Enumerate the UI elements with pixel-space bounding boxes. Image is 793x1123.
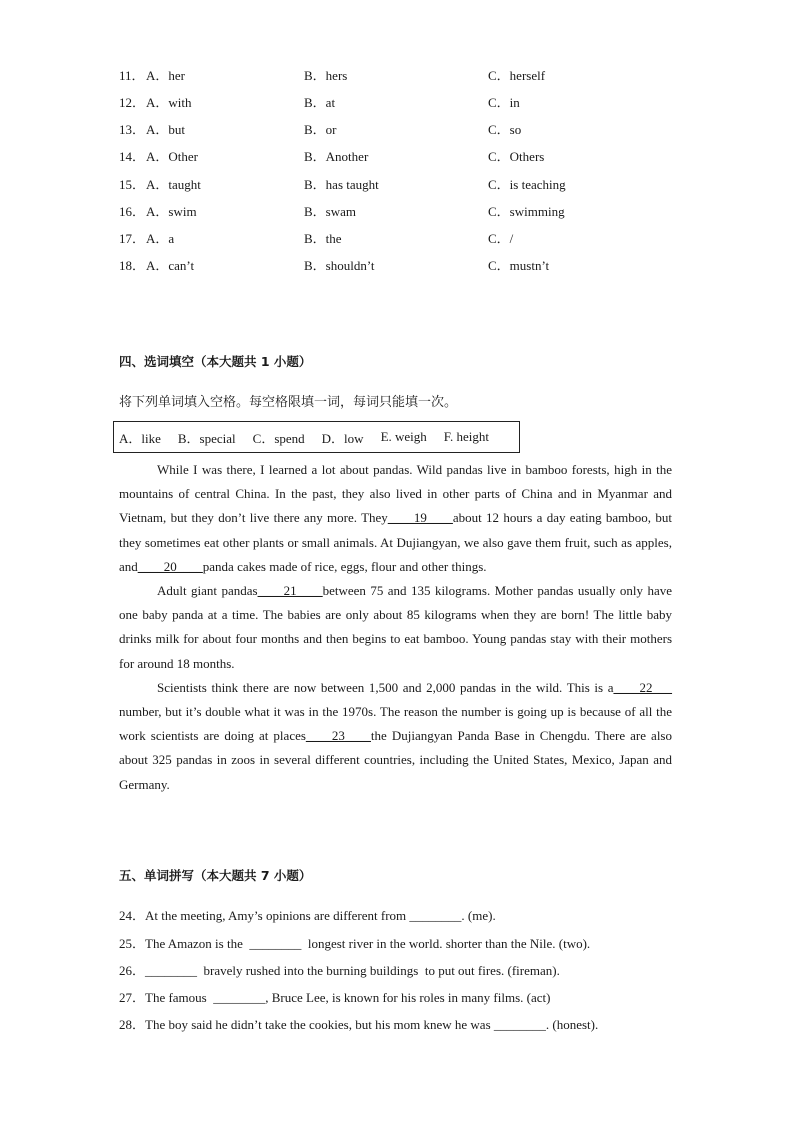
fill-in-blank: ____23____: [305, 728, 371, 744]
passage-text: Adult giant pandas: [157, 583, 258, 599]
question-number: 12．: [119, 95, 146, 110]
passage-text: the Dujiangyan Panda Base in Chengdu. There are also about 325 pandas in zoos in several different countries, including the United States, Mexico, Japan and Germany.: [119, 728, 672, 792]
option-a: A．can’t: [146, 258, 195, 273]
option-a: A．Other: [146, 149, 198, 164]
word-bank-item: E. weigh: [380, 429, 427, 444]
option-row: [0, 176, 793, 194]
word-bank-item: D．low: [321, 430, 364, 446]
option-b: B．has taught: [304, 177, 379, 192]
option-a: A．taught: [146, 177, 201, 192]
option-row: [0, 230, 793, 248]
passage-paragraph: [119, 458, 672, 579]
option-row: [0, 148, 793, 166]
spelling-question: 25．The Amazon is the ________ longest river in the world. shorter than the Nile. (two).: [119, 936, 591, 951]
option-a: A．her: [146, 68, 185, 83]
spelling-question: 26．________ bravely rushed into the burning buildings to put out fires. (fireman).: [119, 963, 560, 978]
reading-passage: [119, 458, 672, 797]
fill-in-blank: ____20____: [137, 558, 203, 574]
passage-paragraph: [119, 579, 672, 676]
option-b: B．the: [304, 231, 342, 246]
option-row: [0, 203, 793, 221]
option-b: B．at: [304, 95, 336, 110]
option-b: B．Another: [304, 149, 369, 164]
option-a: A．with: [146, 95, 192, 110]
passage-text: While I was there, I learned a lot about pandas. Wild pandas live in bamboo forests, high in the mountains of central China. In the past, they also lived in other parts of China and in Myanmar and Vietnam, but they don’t live there any more. They: [119, 462, 672, 526]
option-c: C．swimming: [488, 204, 565, 219]
spelling-question: 28．The boy said he didn’t take the cookies, but his mom knew he was ________. (honest).: [119, 1017, 599, 1032]
fill-in-blank: ____19____: [387, 510, 453, 526]
option-b: B．swam: [304, 204, 357, 219]
question-number: 14．: [119, 149, 146, 164]
question-number: 18．: [119, 258, 146, 273]
question-number: 13．: [119, 122, 146, 137]
section-4-heading: 四、选词填空（本大题共 1 小题）: [119, 354, 312, 369]
option-row: [0, 257, 793, 275]
passage-text: between 75 and 135 kilograms. Mother pandas usually only have one baby panda at a time. The babies are only about 85 kilograms when they are born! The little baby drinks milk for about four months and then begins to eat bamboo. Young pandas stay with their mothers for around 18 months.: [119, 583, 672, 671]
fill-in-blank: ____21____: [257, 583, 323, 599]
option-row: [0, 67, 793, 85]
question-number: 16．: [119, 204, 146, 219]
option-row: [0, 121, 793, 139]
option-b: B．hers: [304, 68, 348, 83]
option-a: A．a: [146, 231, 175, 246]
option-b: B．or: [304, 122, 337, 137]
spelling-question: 24．At the meeting, Amy’s opinions are different from ________. (me).: [119, 908, 496, 923]
passage-text: number, but it’s double what it was in the 1970s. The reason the number is going up is because of all the work scientists are doing at places: [119, 704, 672, 744]
question-number: 11．: [119, 68, 145, 83]
option-a: A．swim: [146, 204, 197, 219]
option-c: C．so: [488, 122, 522, 137]
word-bank-item: A．like: [119, 430, 161, 446]
option-c: C．in: [488, 95, 520, 110]
question-number: 17．: [119, 231, 146, 246]
word-bank-item: C．spend: [252, 430, 305, 446]
passage-paragraph: [119, 676, 672, 797]
section-5-heading: 五、单词拼写（本大题共 7 小题）: [119, 868, 312, 883]
passage-text: panda cakes made of rice, eggs, flour and other things.: [202, 558, 487, 574]
spelling-question: 27．The famous ________, Bruce Lee, is known for his roles in many films. (act): [119, 990, 551, 1005]
option-b: B．shouldn’t: [304, 258, 375, 273]
option-c: C．mustn’t: [488, 258, 550, 273]
section-4-instruction: 将下列单词填入空格。每空格限填一词，每词只能填一次。: [119, 395, 458, 410]
option-row: [0, 94, 793, 112]
word-bank-box: [113, 421, 520, 453]
option-c: C．Others: [488, 149, 545, 164]
word-bank-item: F. height: [443, 429, 489, 444]
option-a: A．but: [146, 122, 186, 137]
word-bank-item: B．special: [177, 430, 236, 446]
passage-text: about 12 hours a day eating bamboo, but they sometimes eat other plants or small animals. At Dujiangyan, we also gave them fruit, such as apples, and: [119, 510, 672, 574]
option-c: C．is teaching: [488, 177, 566, 192]
fill-in-blank: ____22___: [613, 679, 672, 695]
option-c: C．/: [488, 231, 514, 246]
passage-text: Scientists think there are now between 1,500 and 2,000 pandas in the wild. This is a: [157, 679, 614, 695]
option-c: C．herself: [488, 68, 546, 83]
question-number: 15．: [119, 177, 146, 192]
